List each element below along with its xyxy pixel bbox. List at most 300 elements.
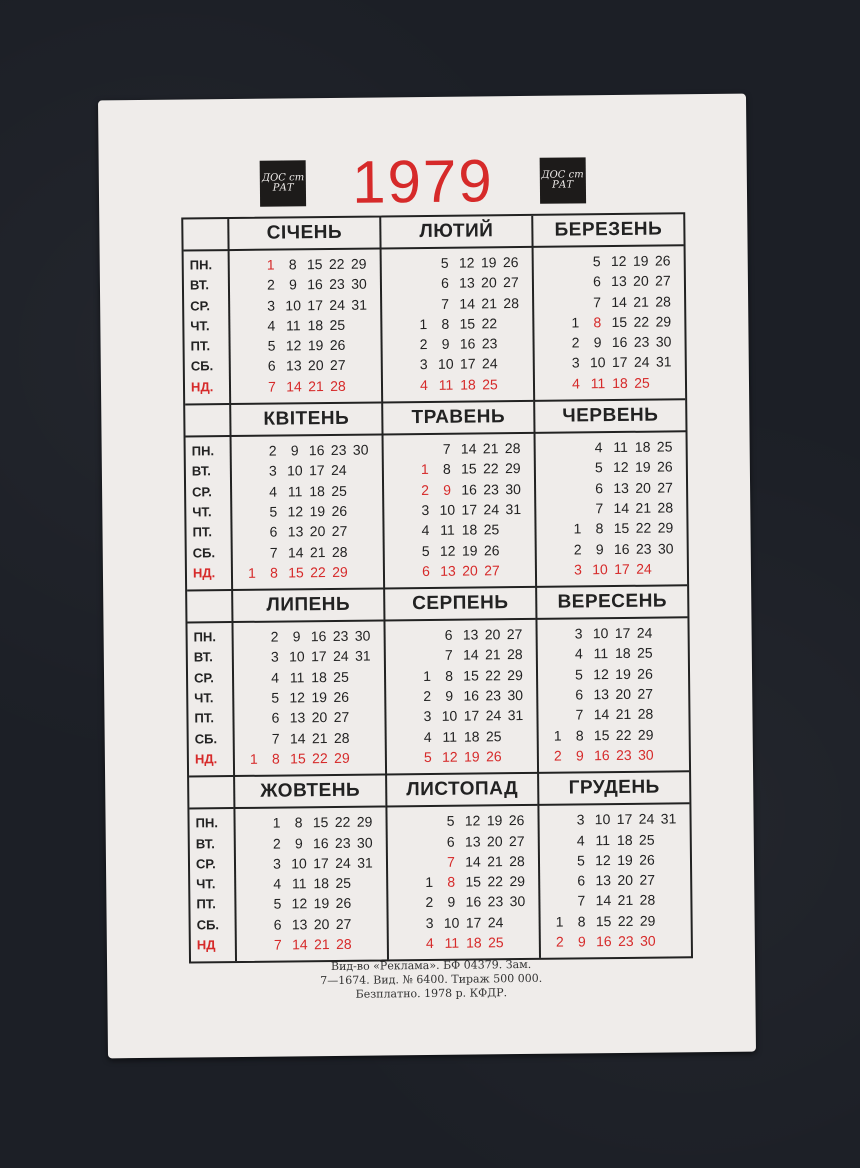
day-number: 4 [571, 375, 580, 392]
day-number: 6 [577, 872, 586, 889]
day-number: 29 [507, 666, 523, 683]
week-row [236, 832, 386, 854]
day-number: 1 [425, 874, 434, 891]
day-number: 16 [312, 834, 329, 851]
day-number [242, 667, 264, 688]
day-number [545, 539, 567, 560]
weekday-label: СР. [192, 483, 212, 500]
day-number: 17 [463, 707, 480, 724]
day-number: 31 [660, 810, 677, 827]
week-row [236, 852, 386, 874]
day-number: 19 [486, 812, 503, 829]
day-number: 14 [291, 936, 308, 953]
day-number: 10 [291, 855, 307, 872]
day-number: 22 [487, 873, 504, 890]
day-number [350, 460, 372, 481]
day-number: 3 [573, 561, 582, 578]
day-number [548, 850, 570, 871]
day-number: 20 [311, 709, 328, 726]
week-row [235, 747, 385, 769]
week-row [538, 663, 688, 685]
day-number: 8 [441, 315, 450, 332]
day-number [354, 893, 376, 914]
day-number [542, 272, 564, 293]
day-number [390, 314, 412, 335]
month-name: ЛИПЕНЬ [231, 590, 383, 624]
day-number: 8 [271, 750, 280, 767]
day-number: 22 [328, 255, 345, 273]
day-number [396, 832, 418, 853]
day-number [547, 810, 569, 831]
day-number: 15 [312, 814, 329, 831]
day-number: 8 [288, 256, 297, 273]
day-number: 17 [611, 354, 628, 371]
day-number: 9 [593, 334, 602, 351]
weekday-label: ЧТ. [196, 876, 216, 892]
day-number [656, 663, 678, 684]
day-number: 12 [610, 252, 627, 270]
day-number: 28 [637, 705, 654, 723]
week-row [231, 375, 381, 397]
day-number [392, 500, 414, 521]
day-number: 4 [576, 831, 585, 848]
day-number: 7 [575, 706, 584, 723]
day-number: 1 [571, 314, 580, 331]
day-number [566, 458, 588, 479]
day-number: 7 [273, 936, 282, 953]
weekday-label: СР. [195, 856, 216, 872]
day-number [390, 253, 412, 274]
day-number: 4 [267, 317, 276, 334]
week-row [384, 499, 534, 521]
day-number: 19 [311, 689, 328, 706]
day-number: 26 [639, 851, 655, 868]
day-number: 20 [313, 915, 330, 932]
week-row [383, 353, 533, 375]
week-row [538, 643, 688, 665]
day-number [656, 623, 678, 644]
day-number: 15 [593, 726, 610, 743]
weekday-label: НД [196, 937, 216, 953]
month-days [230, 436, 384, 592]
day-number: 26 [329, 337, 346, 354]
week-row [541, 930, 691, 952]
day-number: 17 [461, 501, 478, 518]
day-number [353, 727, 375, 748]
day-number: 2 [555, 933, 564, 950]
day-number [394, 666, 416, 687]
day-number [412, 253, 434, 274]
day-number: 2 [421, 481, 430, 498]
week-row [389, 932, 539, 954]
day-number: 23 [483, 480, 499, 498]
day-number: 17 [310, 648, 327, 665]
day-number: 9 [288, 276, 297, 293]
day-number [392, 460, 414, 481]
day-number: 17 [614, 560, 630, 577]
day-number [240, 441, 262, 462]
week-row [233, 561, 383, 583]
day-number [543, 353, 565, 374]
publisher-logo-right [539, 157, 585, 203]
day-number: 21 [484, 646, 501, 663]
day-number: 24 [487, 913, 504, 931]
day-number: 27 [508, 832, 525, 849]
day-number [658, 829, 680, 850]
day-number: 23 [487, 893, 504, 910]
week-row [534, 271, 684, 293]
month-name: ЧЕРВЕНЬ [533, 400, 685, 434]
day-number: 2 [268, 442, 277, 459]
day-number: 5 [576, 852, 585, 869]
day-number [566, 498, 588, 519]
month-name: ВЕРЕСЕНЬ [535, 586, 687, 620]
day-number: 9 [292, 628, 301, 645]
day-number: 19 [461, 542, 478, 559]
day-number [542, 333, 564, 354]
day-number: 21 [633, 293, 650, 310]
day-number: 23 [334, 834, 351, 851]
week-row [388, 851, 538, 873]
day-number [657, 744, 679, 765]
week-row [540, 849, 690, 871]
day-number: 16 [308, 442, 325, 459]
day-number: 5 [592, 253, 601, 270]
week-row [536, 457, 686, 479]
day-number: 6 [575, 686, 584, 703]
day-number: 7 [442, 440, 451, 457]
week-row [538, 683, 688, 705]
day-number: 2 [272, 835, 281, 852]
day-number: 14 [462, 646, 479, 664]
day-number: 7 [447, 853, 455, 870]
day-number: 13 [595, 872, 612, 889]
day-number: 4 [273, 875, 282, 892]
day-number: 31 [505, 500, 522, 518]
day-number: 24 [335, 854, 351, 871]
week-row [235, 812, 385, 834]
day-number: 25 [335, 874, 352, 892]
day-number: 25 [636, 645, 653, 662]
day-number [241, 542, 263, 563]
day-number [502, 519, 524, 540]
day-number: 24 [483, 501, 500, 518]
day-number: 8 [442, 461, 451, 478]
day-number [392, 520, 414, 541]
day-number: 7 [444, 647, 453, 664]
month-days [537, 804, 691, 958]
day-number [392, 480, 414, 501]
day-number [542, 312, 564, 333]
day-number [418, 852, 440, 873]
year-title: 1979 [351, 147, 494, 216]
day-number: 11 [595, 831, 611, 848]
day-number: 28 [506, 646, 523, 663]
day-number: 11 [289, 669, 305, 686]
day-number [239, 377, 261, 398]
day-number: 4 [421, 522, 430, 539]
day-number: 18 [460, 376, 476, 393]
day-number [348, 335, 370, 356]
day-number: 19 [307, 337, 324, 354]
day-number: 1 [573, 520, 582, 537]
day-number [238, 316, 260, 337]
week-row [386, 644, 536, 666]
day-number: 15 [463, 667, 479, 684]
week-row [534, 331, 684, 353]
month-days [532, 246, 686, 402]
day-number [507, 932, 529, 953]
month-days [383, 620, 537, 776]
day-number: 18 [634, 438, 651, 455]
day-number [653, 372, 675, 393]
week-row [536, 497, 686, 519]
day-number: 25 [485, 727, 502, 745]
day-number [505, 746, 527, 767]
day-number [239, 356, 261, 377]
day-number: 26 [508, 812, 525, 829]
day-number: 28 [504, 440, 521, 457]
day-number: 22 [635, 519, 652, 537]
day-number: 11 [442, 728, 458, 745]
day-number: 11 [593, 645, 609, 662]
day-number [503, 560, 525, 581]
day-number: 13 [440, 562, 456, 579]
day-number: 18 [313, 875, 330, 892]
weekday-label: СР. [190, 297, 210, 314]
day-number: 10 [437, 356, 454, 373]
calendar-card [98, 94, 756, 1059]
day-number: 11 [444, 934, 460, 951]
week-row [539, 808, 689, 830]
day-number: 27 [655, 272, 671, 289]
week-row [230, 314, 380, 336]
day-number: 30 [352, 441, 369, 458]
day-number: 21 [487, 853, 503, 870]
imprint-line-3: Безплатно. 1978 р. КФДР. [355, 986, 508, 1001]
day-number: 31 [507, 707, 524, 724]
weekday-labels [189, 809, 235, 962]
day-number: 20 [617, 871, 634, 889]
day-number: 6 [440, 275, 449, 292]
day-number [543, 373, 565, 394]
day-number [546, 644, 568, 665]
day-number [238, 295, 260, 316]
day-number: 6 [592, 273, 601, 290]
logo-text-right: ДОС ст РАТ [541, 169, 584, 191]
day-number [564, 292, 586, 313]
day-number [544, 519, 566, 540]
month-days [380, 248, 534, 404]
day-number: 12 [595, 851, 611, 869]
day-number: 17 [614, 625, 631, 642]
day-number: 24 [485, 707, 502, 724]
weekday-label: ПТ. [192, 524, 213, 540]
day-number: 5 [271, 689, 280, 706]
day-number: 10 [288, 648, 305, 665]
day-number: 27 [484, 562, 500, 579]
day-number: 21 [617, 892, 634, 909]
day-number: 9 [447, 894, 456, 911]
week-row [382, 313, 532, 335]
day-number: 25 [333, 668, 349, 685]
day-number: 4 [423, 728, 432, 745]
day-number [244, 894, 266, 915]
day-number: 27 [335, 915, 352, 932]
day-number: 26 [331, 502, 348, 519]
day-number [352, 666, 374, 687]
weekday-labels [186, 437, 232, 592]
day-number: 10 [441, 708, 458, 725]
grid-corner [187, 591, 231, 623]
day-number [243, 813, 265, 834]
day-number: 19 [464, 748, 480, 765]
day-number: 25 [329, 316, 346, 333]
day-number: 12 [464, 812, 481, 829]
day-number: 20 [486, 832, 503, 849]
day-number [659, 910, 681, 931]
day-number: 20 [481, 274, 497, 291]
weekday-label: НД. [192, 565, 216, 581]
day-number: 13 [287, 523, 304, 540]
week-row [384, 519, 534, 541]
day-number: 6 [595, 479, 604, 496]
week-row [383, 374, 533, 396]
month-name: ЖОВТЕНЬ [233, 776, 385, 810]
month-name: БЕРЕЗЕНЬ [531, 214, 683, 248]
day-number [238, 336, 260, 357]
week-row [382, 333, 532, 355]
week-row [384, 458, 534, 480]
day-number: 28 [655, 293, 671, 310]
day-number: 16 [463, 687, 480, 704]
day-number [390, 294, 412, 315]
day-number: 16 [307, 276, 323, 293]
day-number: 25 [634, 374, 650, 391]
day-number: 13 [593, 686, 610, 703]
week-row [386, 705, 536, 727]
day-number: 7 [595, 500, 604, 517]
week-row [537, 538, 687, 560]
day-number: 8 [447, 873, 456, 890]
day-number: 13 [289, 709, 306, 726]
day-number: 22 [482, 460, 499, 477]
day-number: 30 [505, 480, 521, 497]
day-number: 26 [333, 688, 350, 706]
day-number: 23 [616, 746, 632, 763]
day-number: 1 [420, 461, 429, 478]
day-number [396, 872, 418, 893]
week-row [233, 541, 383, 563]
day-number [564, 251, 586, 272]
day-number: 1 [247, 564, 256, 581]
day-number: 30 [657, 539, 674, 557]
day-number: 21 [313, 936, 330, 953]
day-number: 25 [487, 934, 504, 951]
day-number: 18 [309, 482, 325, 499]
day-number: 23 [617, 932, 634, 950]
day-number: 2 [553, 747, 562, 764]
day-number [396, 893, 418, 914]
day-number: 5 [575, 666, 584, 683]
month-days [385, 806, 539, 960]
day-number [548, 830, 570, 851]
day-number [349, 355, 371, 376]
day-number: 2 [571, 334, 580, 351]
day-number [505, 726, 527, 747]
grid-corner [189, 777, 233, 809]
day-number: 20 [484, 626, 501, 643]
day-number: 27 [657, 479, 673, 496]
day-number: 29 [332, 563, 348, 580]
week-row [232, 460, 382, 482]
week-row [389, 912, 539, 934]
day-number [351, 561, 373, 582]
day-number: 18 [311, 668, 327, 685]
day-number: 3 [423, 708, 432, 725]
weekday-label: СБ. [194, 730, 218, 747]
day-number: 4 [425, 934, 434, 952]
day-number: 30 [509, 893, 526, 910]
week-row [386, 624, 536, 646]
week-row [234, 646, 384, 668]
day-number [351, 541, 373, 562]
day-number: 11 [440, 521, 455, 539]
day-number: 29 [350, 255, 367, 272]
week-row [388, 891, 538, 913]
week-row [231, 355, 381, 377]
day-number [500, 313, 522, 334]
week-row [230, 294, 380, 316]
day-number [546, 664, 568, 685]
day-number: 9 [595, 540, 604, 557]
day-number: 24 [481, 355, 498, 372]
week-row [540, 869, 690, 891]
day-number: 19 [480, 254, 497, 271]
day-number: 2 [425, 894, 434, 911]
week-row [234, 707, 384, 729]
day-number [350, 480, 372, 501]
day-number: 27 [637, 685, 654, 702]
week-row [535, 352, 685, 374]
day-number: 25 [483, 521, 500, 538]
day-number [546, 705, 568, 726]
grid-corner [183, 219, 227, 251]
day-number: 28 [503, 294, 520, 311]
week-row [539, 744, 689, 766]
day-number: 14 [287, 543, 304, 561]
day-number: 19 [313, 895, 330, 912]
day-number: 7 [268, 378, 276, 395]
day-number: 5 [269, 503, 278, 520]
day-number [394, 686, 416, 707]
day-number [412, 273, 434, 294]
weekday-label: ВТ. [191, 463, 211, 479]
day-number: 16 [611, 334, 628, 351]
month-name: СІЧЕНЬ [227, 217, 379, 251]
day-number: 24 [331, 462, 347, 479]
day-number: 10 [439, 501, 456, 518]
day-number: 26 [637, 665, 653, 682]
day-number: 26 [654, 252, 671, 269]
day-number: 12 [593, 665, 609, 683]
day-number: 9 [290, 442, 299, 459]
day-number: 3 [421, 501, 430, 519]
weekday-label: ПН. [195, 815, 218, 831]
day-number: 20 [307, 357, 324, 374]
publisher-logo-left [260, 160, 306, 206]
month-days [231, 622, 385, 778]
